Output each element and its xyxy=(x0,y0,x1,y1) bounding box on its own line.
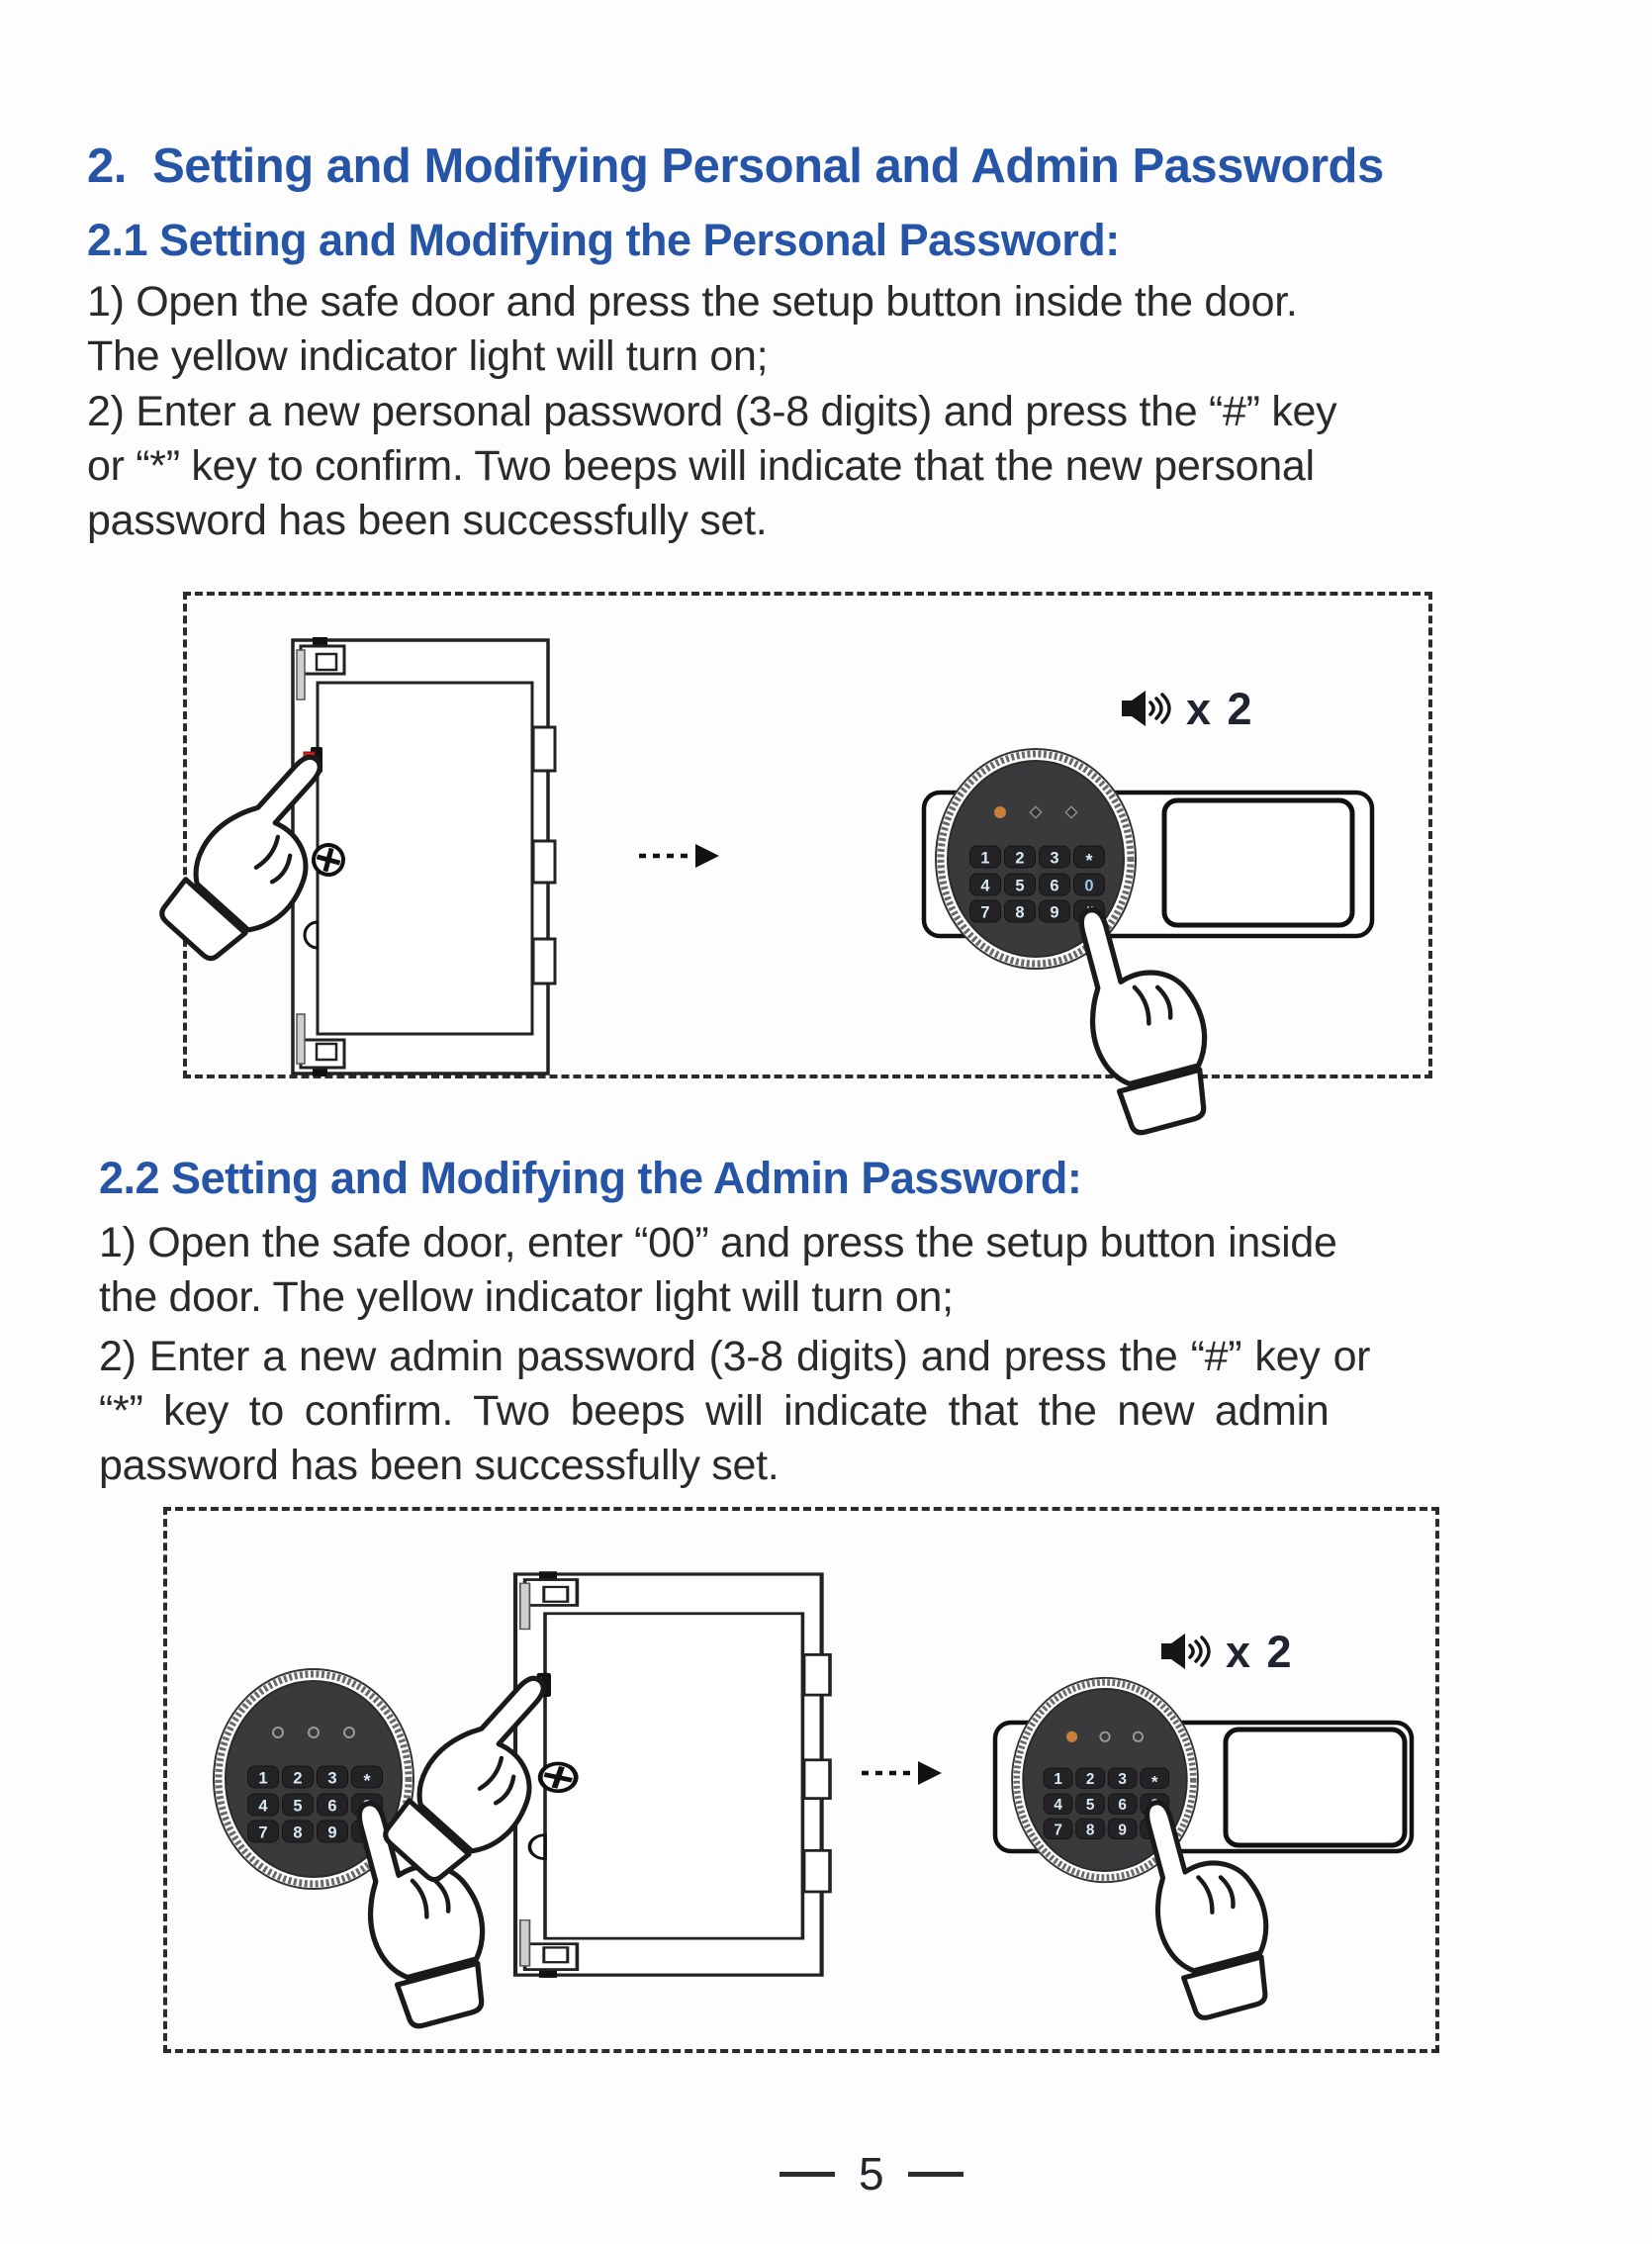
text-line: 2) Enter a new personal password (3-8 digits) and press the “#” key xyxy=(87,388,1337,435)
section-heading: 2. Setting and Modifying Personal and Admin Passwords xyxy=(87,140,1384,193)
beeps-count-label: x 2 xyxy=(1226,1627,1294,1677)
text-line: “*” key to confirm. Two beeps will indicate that the new admin xyxy=(99,1387,1330,1435)
speaker-icon xyxy=(1122,691,1169,726)
indicator-yellow-lit xyxy=(994,806,1006,818)
personal-password-heading: 2.1 Setting and Modifying the Personal Password: xyxy=(87,215,1120,265)
figure1-illustration: 1 2 3 * 4 5 6 0 7 8 9 # x 2 xyxy=(187,596,1428,1075)
personal-password-figure xyxy=(132,586,1432,1078)
text-line: or “*” key to confirm. Two beeps will indicate that the new personal xyxy=(87,442,1315,490)
lock-panel-plate xyxy=(1164,800,1352,925)
page-number: 5 xyxy=(859,2148,884,2199)
text-line: the door. The yellow indicator light will turn on; xyxy=(99,1273,954,1321)
dotted-arrow-icon xyxy=(639,844,719,868)
text-line: 1) Open the safe door, enter “00” and press the setup button inside xyxy=(99,1219,1337,1266)
open-safe-door xyxy=(515,1571,830,1978)
footer-dash-left xyxy=(780,2172,835,2177)
speaker-icon xyxy=(1161,1634,1209,1669)
personal-step2-paragraph xyxy=(87,385,1336,548)
admin-step2-paragraph xyxy=(99,1330,1370,1493)
admin-password-figure xyxy=(112,1501,1439,2053)
text-line: 2) Enter a new admin password (3-8 digits) and press the “#” key or xyxy=(99,1333,1371,1380)
personal-step1-paragraph xyxy=(87,275,1298,384)
text-line: The yellow indicator light will turn on; xyxy=(87,332,769,380)
page-footer xyxy=(780,2147,964,2200)
beeps-count-label: x 2 xyxy=(1186,684,1254,734)
admin-password-heading: 2.2 Setting and Modifying the Admin Password: xyxy=(99,1153,1082,1203)
text-line: password has been successfully set. xyxy=(87,497,768,544)
footer-dash-right xyxy=(908,2172,964,2177)
text-line: password has been successfully set. xyxy=(99,1442,780,1489)
lock-panel-plate xyxy=(1226,1730,1405,1845)
text-line: 1) Open the safe door and press the setup button inside the door. xyxy=(87,278,1298,326)
dotted-arrow-icon xyxy=(862,1761,942,1785)
indicator-yellow-lit xyxy=(1066,1731,1077,1742)
figure2-illustration: 1 2 3 * 4 5 6 0 7 8 9 # x 2 xyxy=(167,1511,1435,2049)
admin-step1-paragraph xyxy=(99,1216,1337,1325)
open-safe-door xyxy=(293,637,555,1076)
